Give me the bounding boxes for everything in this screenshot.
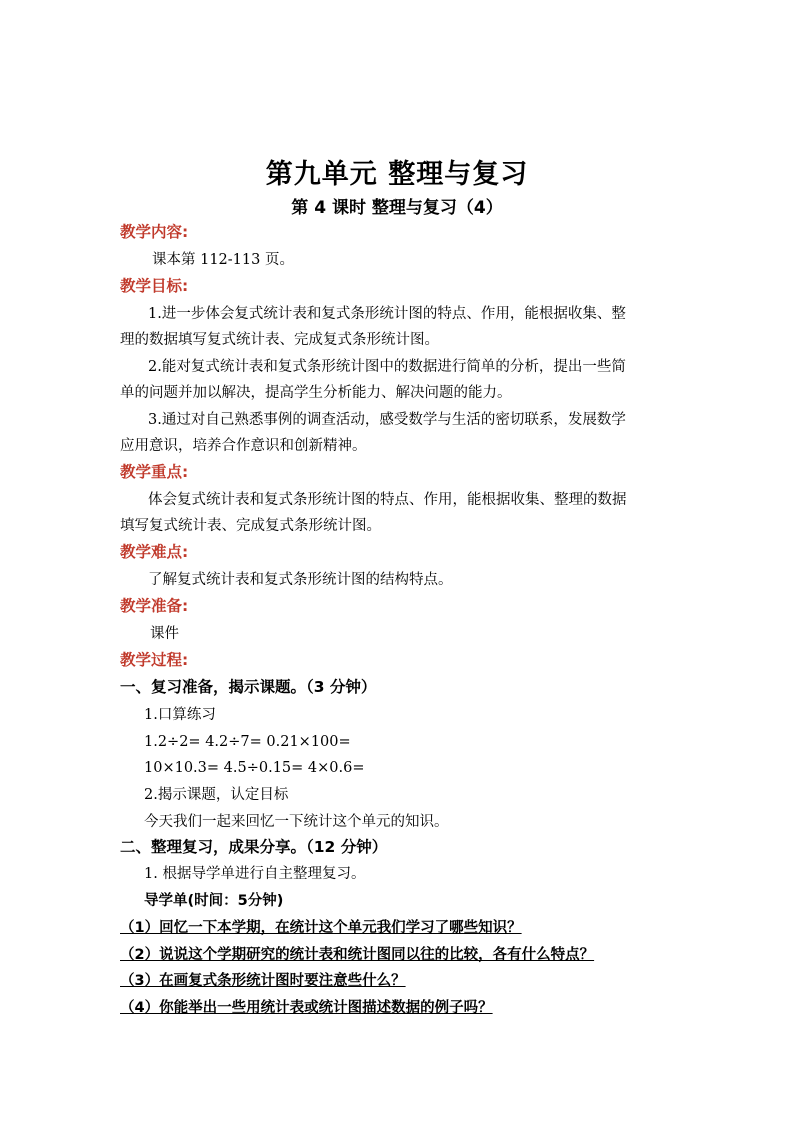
page-title: 第九单元 整理与复习 [265,159,529,190]
section1-heading: 一、复习准备，揭示课题。（3 分钟） [120,678,377,696]
goal1-line1: 1.进一步体会复式统计表和复式条形统计图的特点、作用，能根据收集、整 [148,306,626,322]
difficulty-text: 了解复式统计表和复式条形统计图的结构特点。 [148,572,453,588]
prep-text: 课件 [150,626,179,642]
difficulty-heading: 教学难点: [120,543,189,561]
goal1-line2: 理的数据填写复式统计表、完成复式条形统计图。 [120,332,439,348]
key-heading: 教学重点: [120,463,189,481]
goals-heading: 教学目标: [120,277,189,295]
goal3-line1: 3.通过对自己熟悉事例的调查活动，感受数学与生活的密切联系，发展数学 [148,412,626,428]
goal3-line2: 应用意识，培养合作意识和创新精神。 [120,438,367,454]
goal2-line2: 单的问题并加以解决，提高学生分析能力、解决问题的能力。 [120,385,512,401]
prep-heading: 教学准备: [120,597,189,615]
lesson-subtitle: 第 4 课时 整理与复习（4） [291,198,503,218]
goal2-line1: 2.能对复式统计表和复式条形统计图中的数据进行简单的分析，提出一些简 [148,359,626,375]
question-3: （3）在画复式条形统计图时要注意些什么？ [120,973,406,989]
key-line2: 填写复式统计表、完成复式条形统计图。 [120,518,381,534]
question-4: （4）你能举出一些用统计表或统计图描述数据的例子吗？ [120,1000,493,1016]
key-line1: 体会复式统计表和复式条形统计图的特点、作用，能根据收集、整理的数据 [148,492,627,508]
s2-item1: 1. 根据导学单进行自主整理复习。 [144,866,366,882]
s1-calc2: 10×10.3= 4.5÷0.15= 4×0.6= [144,760,365,776]
content-heading: 教学内容: [120,223,189,241]
s1-text: 今天我们一起来回忆一下统计这个单元的知识。 [144,814,449,830]
question-2: （2）说说这个学期研究的统计表和统计图同以往的比较，各有什么特点？ [120,947,595,963]
s1-item2: 2.揭示课题，认定目标 [144,787,289,803]
content-text: 课本第 112-113 页。 [152,252,294,268]
question-1: （1）回忆一下本学期，在统计这个单元我们学习了哪些知识？ [120,920,522,936]
process-heading: 教学过程: [120,651,189,669]
section2-heading: 二、整理复习，成果分享。（12 分钟） [120,838,388,856]
s1-item1: 1.口算练习 [144,707,216,723]
s2-guide: 导学单(时间：5分钟) [144,893,284,909]
s1-calc1: 1.2÷2= 4.2÷7= 0.21×100= [144,734,351,750]
